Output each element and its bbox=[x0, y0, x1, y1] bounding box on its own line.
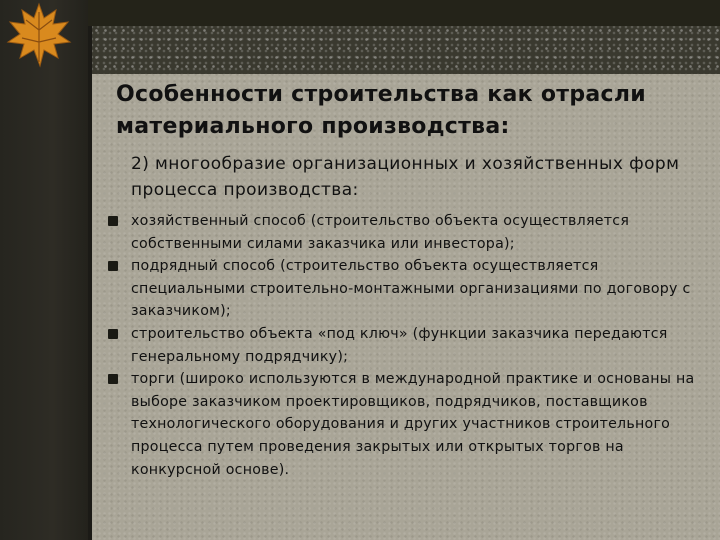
bullet-text: торги (широко используются в международной практике и основаны на выборе заказчиком проектировщиков, подрядчиков, поставщиков технологического оборудования и других участников строительного процесса путем проведения закрытых или открытых торгов на конкурсной основе). bbox=[131, 371, 695, 478]
slide-subtitle: 2) многообразие организационных и хозяйственных форм процесса производства: bbox=[131, 154, 680, 200]
top-decorative-strip bbox=[88, 0, 720, 26]
list-item bbox=[0, 323, 707, 368]
slide-header-band bbox=[92, 26, 720, 74]
list-item bbox=[0, 255, 707, 323]
bullet-text: подрядный способ (строительство объекта осуществляется специальными строительно-монтажными организациями по договору с заказчиком); bbox=[131, 258, 691, 320]
square-bullet-icon bbox=[108, 216, 118, 226]
bullet-text: хозяйственный способ (строительство объекта осуществляется собственными силами заказчика или инвестора); bbox=[131, 213, 630, 252]
autumn-leaf-icon bbox=[4, 0, 74, 70]
list-item bbox=[0, 368, 707, 481]
list-item bbox=[0, 210, 707, 255]
bullet-list bbox=[0, 210, 720, 481]
square-bullet-icon bbox=[108, 261, 118, 271]
slide-title: Особенности строительства как отрасли материального производства: bbox=[116, 82, 647, 139]
bullet-text: строительство объекта «под ключ» (функции заказчика передаются генеральному подрядчику); bbox=[131, 325, 668, 365]
square-bullet-icon bbox=[108, 329, 118, 339]
square-bullet-icon bbox=[108, 374, 118, 384]
